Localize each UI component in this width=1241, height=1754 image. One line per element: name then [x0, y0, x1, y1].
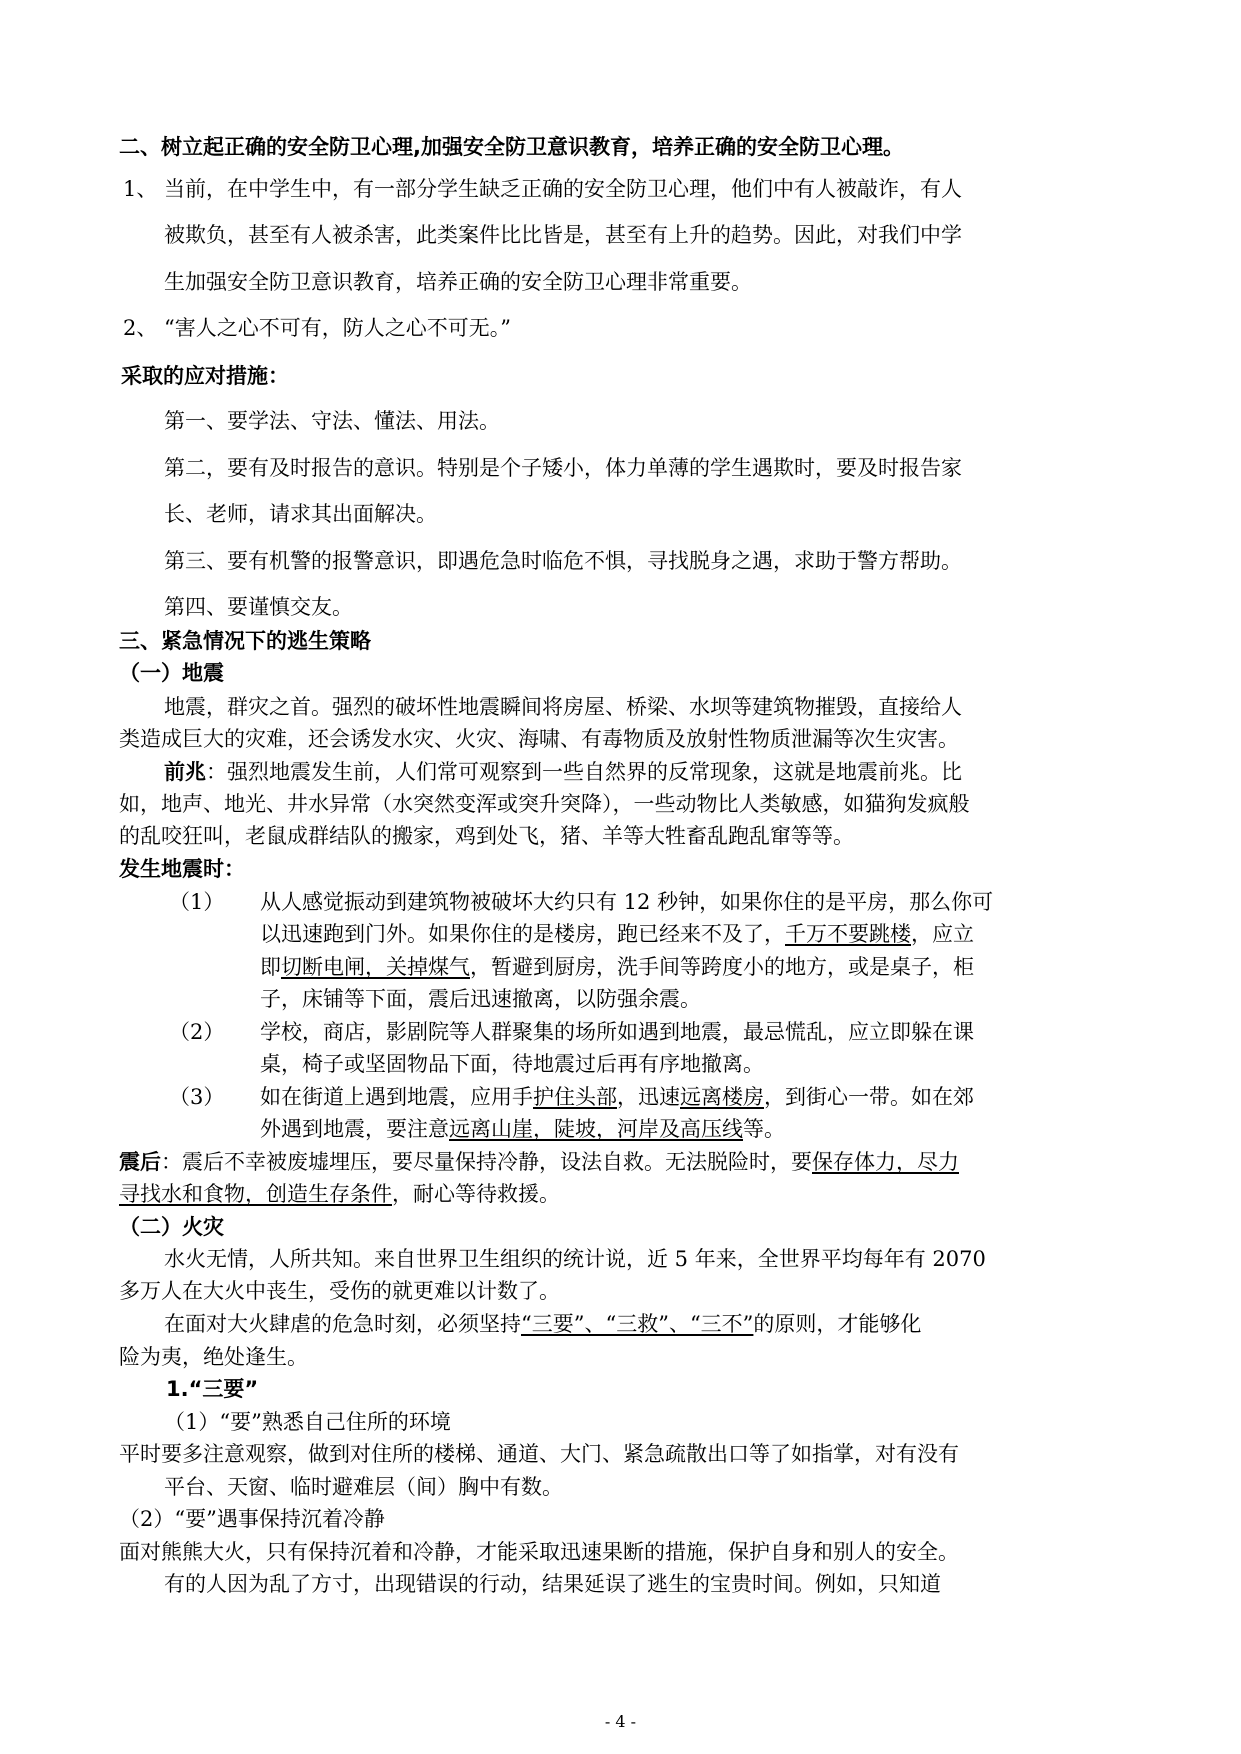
underlined-text: 千万不要跳楼: [785, 922, 911, 946]
paragraph-line: [260, 921, 974, 947]
underlined-text: 远离楼房: [680, 1085, 764, 1109]
text-run: 等。: [743, 1117, 785, 1141]
underlined-text: 远离山崖，陡坡，河岸及高压线: [449, 1117, 743, 1141]
text-run: 外遇到地震，要注意: [260, 1117, 449, 1141]
paragraph-line: 面对熊熊大火，只有保持沉着和冷静，才能采取迅速果断的措施，保护自身和别人的安全。: [119, 1540, 959, 1564]
subheading: 采取的应对措施：: [121, 364, 289, 388]
paragraph-line: 类造成巨大的灾难，还会诱发水灾、火灾、海啸、有毒物质及放射性物质泄漏等次生灾害。: [119, 727, 959, 751]
text-run: ：震后不幸被废墟埋压，要尽量保持冷静，设法自救。无法脱险时，要: [161, 1150, 812, 1174]
paragraph-line: 平时要多注意观察，做到对住所的楼梯、通道、大门、紧急疏散出口等了如指掌，对有没有: [119, 1442, 959, 1466]
paragraph-line: 长、老师，请求其出面解决。: [164, 502, 437, 526]
paragraph-line: 桌，椅子或坚固物品下面，待地震过后再有序地撤离。: [260, 1052, 764, 1076]
paragraph-line: 学校，商店，影剧院等人群聚集的场所如遇到地震，最忌慌乱，应立即躲在课: [260, 1020, 974, 1044]
paragraph-line: 险为夷，绝处逢生。: [119, 1345, 308, 1369]
text-run: ，迅速: [617, 1085, 680, 1109]
paragraph-line: [164, 759, 962, 785]
underlined-text: 切断电闸，关掉煤气: [281, 955, 470, 979]
paragraph-line: [260, 954, 974, 980]
paragraph-line: 第三、要有机警的报警意识，即遇危急时临危不惧，寻找脱身之遇，求助于警方帮助。: [164, 549, 962, 573]
section-heading: 三、紧急情况下的逃生策略: [119, 629, 371, 653]
paragraph-line: 第四、要谨慎交友。: [164, 595, 353, 619]
paragraph-line: [260, 1084, 974, 1110]
paragraph-line: 如，地声、地光、井水异常（水突然变浑或突升突降），一些动物比人类敏感，如猫狗发疯般: [119, 792, 970, 816]
text-run: 即: [260, 955, 281, 979]
inline-label: 震后: [119, 1150, 161, 1174]
subheading: （1）“要”熟悉自己住所的环境: [164, 1410, 451, 1434]
subheading: （2）“要”遇事保持沉着冷静: [119, 1507, 385, 1531]
subheading: （一）地震: [119, 661, 224, 685]
subheading: （二）火灾: [119, 1215, 224, 1239]
paragraph-line: 地震，群灾之首。强烈的破坏性地震瞬间将房屋、桥梁、水坝等建筑物摧毁，直接给人: [164, 695, 962, 719]
text-run: ，到街心一带。如在郊: [764, 1085, 974, 1109]
underlined-text: “三要”、“三救”、“三不”: [521, 1312, 754, 1336]
paragraph-line: 有的人因为乱了方寸，出现错误的行动，结果延误了逃生的宝贵时间。例如，只知道: [164, 1572, 941, 1596]
underlined-text: 寻找水和食物，创造生存条件: [119, 1182, 392, 1206]
paragraph-line: 从人感觉振动到建筑物被破坏大约只有 12 秒钟，如果你住的是平房，那么你可: [260, 890, 994, 914]
paragraph-line: “害人之心不可有，防人之心不可无。”: [164, 316, 511, 340]
paragraph-line: 的乱咬狂叫，老鼠成群结队的搬家，鸡到处飞，猪、羊等大牲畜乱跑乱窜等等。: [119, 824, 854, 848]
paragraph-line: 子，床铺等下面，震后迅速撤离，以防强余震。: [260, 987, 701, 1011]
list-number: （3）: [169, 1085, 225, 1109]
underlined-text: 保存体力，尽力: [812, 1150, 959, 1174]
underlined-text: 护住头部: [533, 1085, 617, 1109]
list-number: 1、: [123, 177, 158, 201]
text-run: 以迅速跑到门外。如果你住的是楼房，跑已经来不及了，: [260, 922, 785, 946]
paragraph-line: [119, 1181, 560, 1207]
text-run: 如在街道上遇到地震，应用手: [260, 1085, 533, 1109]
page-number: - 4 -: [604, 1712, 637, 1731]
paragraph-line: [164, 1311, 921, 1337]
text-run: ，应立: [911, 922, 974, 946]
text-run: ，暂避到厨房，洗手间等跨度小的地方，或是桌子，柜: [470, 955, 974, 979]
paragraph-line: [119, 1149, 959, 1175]
text-run: ，耐心等待救援。: [392, 1182, 560, 1206]
list-number: （1）: [169, 890, 225, 914]
paragraph-line: 第二，要有及时报告的意识。特别是个子矮小，体力单薄的学生遇欺时，要及时报告家: [164, 456, 962, 480]
paragraph-line: 第一、要学法、守法、懂法、用法。: [164, 409, 500, 433]
paragraph-line: [260, 1116, 785, 1142]
paragraph-line: 水火无情，人所共知。来自世界卫生组织的统计说，近 5 年来，全世界平均每年有 2070: [164, 1247, 986, 1271]
paragraph-line: 生加强安全防卫意识教育，培养正确的安全防卫心理非常重要。: [164, 270, 752, 294]
list-number: （2）: [169, 1020, 225, 1044]
text-run: 在面对大火肆虐的危急时刻，必须坚持: [164, 1312, 521, 1336]
section-heading: 二、树立起正确的安全防卫心理,加强安全防卫意识教育，培养正确的安全防卫心理。: [119, 135, 904, 159]
text-run: 的原则，才能够化: [753, 1312, 922, 1336]
text-run: ：强烈地震发生前，人们常可观察到一些自然界的反常现象，这就是地震前兆。比: [206, 760, 962, 784]
paragraph-line: 平台、天窗、临时避难层（间）胸中有数。: [164, 1475, 563, 1499]
paragraph-line: 多万人在大火中丧生，受伤的就更难以计数了。: [119, 1279, 560, 1303]
paragraph-line: 当前，在中学生中，有一部分学生缺乏正确的安全防卫心理，他们中有人被敲诈，有人: [164, 177, 962, 201]
paragraph-line: 被欺负，甚至有人被杀害，此类案件比比皆是，甚至有上升的趋势。因此，对我们中学: [164, 223, 962, 247]
list-number: 2、: [123, 316, 158, 340]
subheading: 发生地震时：: [119, 857, 245, 881]
subheading: 1.“三要”: [166, 1377, 259, 1401]
inline-label: 前兆: [164, 760, 206, 784]
